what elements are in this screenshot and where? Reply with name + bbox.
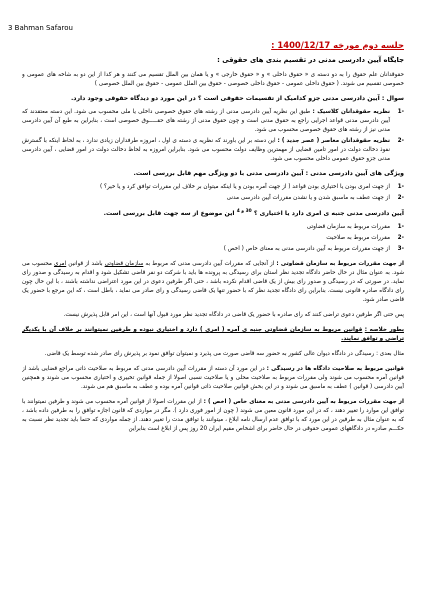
aspect-item [22,234,404,243]
intro-paragraph: حقوقدانان علم حقوق را به دو دسته ی « حقوق داخلی » و « حقوق خارجی » و یا همان بین الملل تقسیم می کنند و هر کدا از این دو به شاخه های عمومی و خصوصی تقسیم می شوند. ( حقوق داخلی عمومی - حقوق داخلی خصوصی - حقوق بین الملل عمومی - حقوق بین الملل خصوصی ) [22,72,404,87]
author-header: 3 Bahman Safarou [8,24,73,32]
feature-text: از جهت عطف به ماسبق شدن و یا نشدن مقررات آیین دادرسی مدنی [226,195,390,201]
aspect-text: از جهت مقررات مربوط به آیین دادرسی مدنی به معنای خاص ( اخص ) [223,246,390,253]
section-jurisdiction [22,365,404,392]
section-label: قوانین مربوط به صلاحیت دادگاه ها در رسیدگی : [266,366,404,373]
example-paragraph: مثال بعدی : رسیدگی در دادگاه دیوان عالی کشور به حضور سه قاضی صورت می پذیرد و نمیتوان توافق نمود بر پذیرش رای صادر شده توسط یک قاضی. [44,351,404,358]
section-judicial-organization [22,260,404,305]
view-label: نظریه حقوقدانان معاصر ( عصر جدید ) : [277,138,390,144]
view-text: طبق این نظریه آیین دادرسی مدنی از رشته های حقوق خصوصی داخلی یا ملی محسوب می شود. این دسته معتقدند که آیین دادرسی مدنی قواعد اجرایی راجع به حقوق مدنی است و چون حقوق مدنی از رشته های حقـــــوق خصوصی است ، بنابراین به طبع آن آیین دادرسی مدنی نیز از رشته های حقوق خصوصی محسوب می شود. [22,109,390,133]
aspect-item [22,245,404,254]
section-procedure-specific [22,398,404,434]
view-label: نظریه حقوقدانان کلاسیک : [312,109,390,115]
view-number: -1 [397,109,404,115]
view-item [22,108,404,135]
section-text: باشد از قوانین [68,261,103,268]
aspect-text: مقررات مربوط به صلاحیت [326,235,390,242]
features-list [22,183,404,203]
summary-lead: بطور خلاصه : [364,327,404,334]
feature-text: از جهت امری بودن یا اختیاری بودن قواعد ( از جهت آمره بودن و یا اینکه میتوان بر خلاف این مقررات توافق کرد و یا خیر؟ ) [99,184,390,190]
section-text: از این مقررات اصولا از قوانین آمره محسوب می شوند و طرفین نمیتوانند با توافق این موارد را تغییر دهند ، که در این مورد قانون معین می شوند ( چون از امور فوری دارد ). مگر در مواردی که قانون اجازه توافق را به طرفین داده باشد ، که به عنوان مثال به طرفین در این مورد که با توافق عدم ارسال نامه ابلاغ ، میتوانند با توافق مدت را تغییر دهند. از جمله مواردی که حتما باید تجدید نظر نسبت به حکـــم صادره در دادگاههای عمومی حقوقی در حال حاضر برای اشخاص مقیم ایران 20 روز پس از ابلاغ است بنابراین [22,399,404,433]
aspect-number: -3 [397,246,404,253]
section-text: از آنجایی که مقررات آیین دادرسی مدنی که مربوط به [145,261,275,268]
section-label: از جهت مقررات مربوط به سازمان قضاوتی : [276,261,404,268]
view-text: این دسته بر این باورند که نظریه ی دسته ی اول ، امروزه طرفداران زیادی ندارد ، به لحاظ اینکه با گسترش نفوذ دخالت دولت در امور تامین قضایی از مهمترین وظایف دولت محسوب می شود. بنابراین امروزه به لحاظ دخالت دولت در امور قضایی ، آیین دادرسی مدنی جزو حقوق عمومی داخلی محسوب می شود. [22,138,390,162]
mandatory-heading-footnote: 30 و 4 [236,209,252,214]
question-one: سوال : آیین دادرسی مدنی جزو کدامیک از تقسیمات حقوقی است ؟ در این مورد دو دیدگاه حقوقی وجود دارد. [70,95,404,102]
aspect-number: -1 [397,224,404,231]
feature-item [22,183,404,192]
view-number: -2 [397,138,404,144]
aspect-text: مقررات مربوط به سازمان قضاوتی [306,224,390,231]
mandatory-heading-text: آیین دادرسی مدنی جنبه ی امری دارد یا اختیاری ؟ [253,210,404,218]
feature-number: -2 [397,195,404,201]
underlined-term: سازمان قضاوتی [104,261,144,268]
summary-text: قوانین مربوط به سازمان قضاوتی جنبه ی آمره ( امری ) دارد و اختیاری نبوده و طرفین نمیتوانند بر خلاف آن با یکدیگر تراضی و توافق نمایند. [22,327,404,343]
view-item [22,137,404,164]
section-text: محسوب می شود. به عنوان مثال در حال حاضر دادگاه تجدید نظر استان برای رسیدگی به پرونده ها باید با شرکت دو نفر قاضی تشکیل شود و اقدام به رسیدگی و صدور رای نماید. در صورتی که در رسیدگی و صدور رای بیش از یک قاضی اقدام نکرده باشد ، حتی اگر طرفین دعوی در این مورد اعتراضی نداشته باشند ، با این حال چون رای دادگاه صادره قانونی نیست. بنابراین رای دادگاه تجدید نظر که با حضور تنها یک قاضی رسیدگی و رای صادر می نماید ، باطل است ، که این مرجع با حضور یک قاضی صادر شود. [22,261,404,304]
summary-note [22,326,404,344]
aspects-list [22,223,404,254]
feature-number: -1 [397,184,404,190]
features-heading: ویژگی های آیین دادرسی مدنی : آیین دادرسی مدنی با دو ویژگی مهم قابل بررسی است. [133,170,404,177]
feature-item [22,194,404,203]
intro-heading: جایگاه آیین دادرسی مدنی در تقسیم بندی های حقوقی : [217,56,404,64]
section-text: در این مورد آن دسته از مقررات آیین دادرسی مدنی که مربوط به صلاحیت ذاتی مراجع قضایی باشد از قوانین آمره محسوب می شوند ولی مقررات مربوط به صلاحیت محلی و یا صلاحیت نسبی اصولا از جمله قوانین تخییری و اختیاری محسوب می شوند و همچنین آیین دادرسی ( قوانین ) عطف به ماسبق می شوند و در این بخش قوانین صلاحیت ذاتی قوانین آمره بوده و عطف به ماسبق هم می شوند. [22,366,404,391]
session-title: جلسه دوم مورخه 1400/12/17 : [271,40,404,50]
document-body [22,40,404,603]
mandatory-heading [22,209,404,217]
mandatory-heading-tail: این موضوع از سه جهت قابل بررسی است. [103,210,235,218]
aspect-number: -2 [397,235,404,242]
section-judicial-organization-followup: پس حتی اگر طرفین دعوی تراضی کنند که رای صادره با حضور یک قاضی در دادگاه تجدید نظر مورد قبول آنها است ، این امر قابل پذیرش نیست. [63,312,404,319]
underlined-term: امری [53,261,67,268]
views-list [22,108,404,164]
section-label: از جهت مقررات مربوط به آیین دادرسی مدنی به معنای خاص ( اخص ) : [203,399,404,406]
aspect-item [22,223,404,232]
